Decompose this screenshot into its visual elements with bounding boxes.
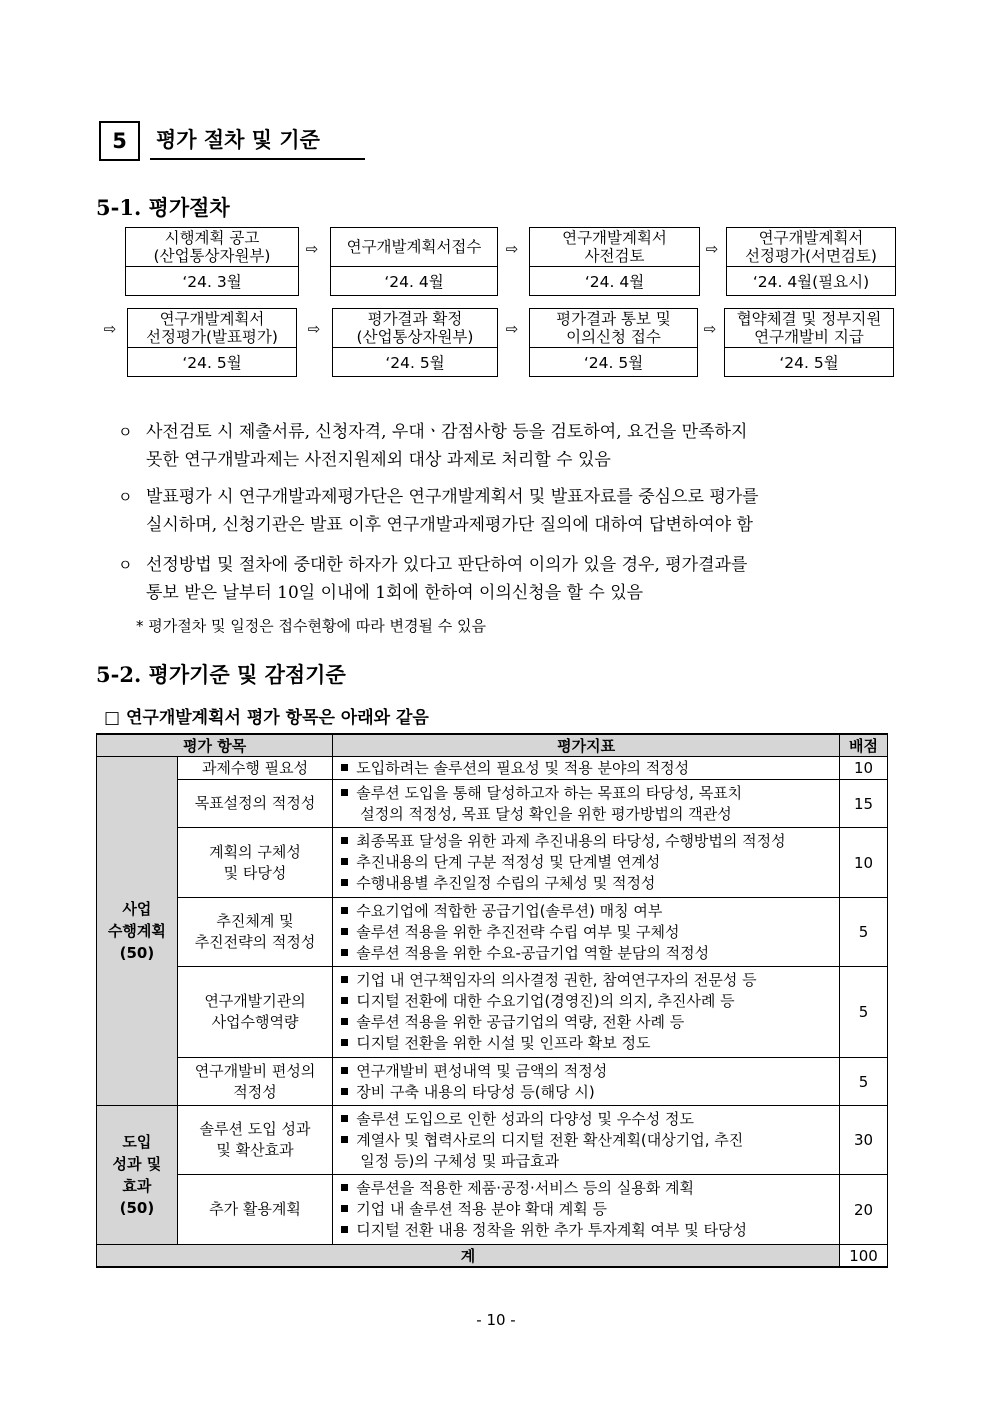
indicator-text: 디지털 전환에 대한 수요기업(경영진)의 의지, 추진사례 등 bbox=[356, 992, 735, 1010]
flow-step-line2: (산업통상자원부) bbox=[356, 328, 474, 346]
flow-step-date: ‘24. 5월 bbox=[583, 354, 644, 372]
score-cell: 5 bbox=[840, 1058, 888, 1106]
evaluation-table bbox=[96, 733, 888, 1268]
score-cell: 10 bbox=[840, 757, 888, 780]
item-name: 및 확산효과 bbox=[216, 1141, 294, 1159]
item-cell bbox=[177, 967, 332, 1058]
group-name-line: (50) bbox=[119, 944, 155, 962]
bullet-line: 실시하며, 신청기관은 발표 이후 연구개발과제평가단 질의에 대하여 답변하여야 함 bbox=[146, 515, 753, 535]
bullet-square-icon bbox=[341, 907, 348, 914]
bullet-paragraph bbox=[118, 418, 908, 474]
bullet-square-icon bbox=[341, 1115, 348, 1122]
flow-step bbox=[125, 227, 299, 296]
item-name: 사업수행역량 bbox=[211, 1013, 299, 1031]
item-cell bbox=[177, 1058, 332, 1106]
group-name-line: 효과 bbox=[122, 1177, 152, 1195]
flow-step bbox=[529, 308, 698, 377]
flow-step-line1: 연구개발계획서 bbox=[562, 229, 667, 247]
indicator-text: 솔루션을 적용한 제품·공정·서비스 등의 실용화 계획 bbox=[356, 1179, 694, 1197]
score-cell: 20 bbox=[840, 1175, 888, 1245]
indicator-text: 기업 내 솔루션 적용 분야 확대 계획 등 bbox=[356, 1200, 607, 1218]
flow-step bbox=[529, 227, 700, 296]
table-row bbox=[97, 967, 888, 1058]
item-name: 추진전략의 적정성 bbox=[194, 933, 316, 951]
total-label: 계 bbox=[97, 1245, 840, 1268]
flow-step-line2: 연구개발비 지급 bbox=[754, 328, 864, 346]
indicator-continuation: 일정 등)의 구체성 및 파급효과 bbox=[360, 1151, 560, 1170]
subsection-title-procedure: 5-1. 평가절차 bbox=[96, 195, 230, 220]
bullet-square-icon bbox=[341, 789, 348, 796]
indicator-cell bbox=[333, 1106, 840, 1175]
indicator-text: 계열사 및 협력사로의 디지털 전환 확산계획(대상기업, 추진 bbox=[356, 1130, 744, 1149]
score-cell: 10 bbox=[840, 828, 888, 898]
item-cell bbox=[177, 757, 332, 780]
flow-step-line1: 협약체결 및 정부지원 bbox=[736, 310, 882, 328]
item-cell bbox=[177, 1175, 332, 1245]
flow-step bbox=[127, 308, 297, 377]
bullet-square-icon bbox=[341, 1136, 348, 1143]
bullet-icon: ㅇ bbox=[118, 423, 133, 441]
indicator-text: 도입하려는 솔루션의 필요성 및 적용 분야의 적정성 bbox=[356, 758, 690, 777]
group-name-line: 성과 및 bbox=[112, 1155, 162, 1173]
bullet-square-icon bbox=[341, 976, 348, 983]
flow-arrow-icon: ⇨ bbox=[307, 320, 321, 338]
flow-step-date: ‘24. 5월 bbox=[385, 354, 445, 372]
table-row bbox=[97, 828, 888, 898]
flow-step-date: ‘24. 5월 bbox=[779, 354, 839, 372]
flow-step-line2: 선정평가(서면검토) bbox=[745, 247, 877, 265]
bullet-line: 못한 연구개발과제는 사전지원제외 대상 과제로 처리할 수 있음 bbox=[146, 450, 611, 470]
flow-step-date: ‘24. 3월 bbox=[182, 273, 242, 291]
indicator-cell bbox=[333, 898, 840, 967]
header-eval-item: 평가 항목 bbox=[97, 734, 333, 757]
indicator-text: 솔루션 적용을 위한 공급기업의 역량, 전환 사례 등 bbox=[356, 1013, 685, 1031]
item-name: 추진체계 및 bbox=[216, 912, 294, 930]
indicator-text: 추진내용의 단계 구분 적정성 및 단계별 연계성 bbox=[356, 853, 661, 871]
flow-step-date: ‘24. 4월(필요시) bbox=[752, 273, 870, 291]
table-row bbox=[97, 1175, 888, 1245]
flow-step-date: ‘24. 4월 bbox=[584, 273, 645, 291]
flow-arrow-icon: ⇨ bbox=[703, 320, 717, 338]
indicator-cell bbox=[333, 1058, 840, 1106]
flow-step bbox=[726, 227, 896, 296]
flow-step-line2: 선정평가(발표평가) bbox=[146, 328, 278, 346]
bullet-square-icon bbox=[341, 1205, 348, 1212]
section-number: 5 bbox=[99, 121, 140, 161]
item-name: 연구개발기관의 bbox=[204, 992, 306, 1010]
bullet-line: 발표평가 시 연구개발과제평가단은 연구개발계획서 및 발표자료를 중심으로 평가를 bbox=[146, 487, 759, 507]
header-score: 배점 bbox=[840, 734, 888, 757]
bullet-paragraph bbox=[118, 551, 908, 607]
item-name: 목표설정의 적정성 bbox=[194, 794, 316, 812]
group-name-line: 사업 bbox=[122, 900, 152, 918]
bullet-square-icon bbox=[341, 1226, 348, 1233]
bullet-square-icon bbox=[341, 1067, 348, 1074]
indicator-text: 수행내용별 추진일정 수립의 구체성 및 적정성 bbox=[356, 874, 656, 892]
item-cell bbox=[177, 1106, 332, 1175]
indicator-text: 솔루션 적용을 위한 추진전략 수립 여부 및 구체성 bbox=[356, 922, 680, 941]
group-cell bbox=[97, 757, 178, 1106]
indicator-cell bbox=[333, 967, 840, 1058]
group-cell bbox=[97, 1106, 178, 1245]
flow-step-date: ‘24. 5월 bbox=[182, 354, 242, 372]
indicator-text: 솔루션 도입으로 인한 성과의 다양성 및 우수성 정도 bbox=[356, 1109, 694, 1128]
item-name: 및 타당성 bbox=[223, 863, 287, 882]
indicator-text: 솔루션 도입을 통해 달성하고자 하는 목표의 타당성, 목표치 bbox=[356, 783, 743, 802]
indicator-text: 수요기업에 적합한 공급기업(솔루션) 매칭 여부 bbox=[356, 901, 663, 920]
flow-arrow-icon: ⇨ bbox=[103, 320, 117, 338]
flow-arrow-icon: ⇨ bbox=[505, 320, 519, 338]
flow-step bbox=[330, 227, 498, 296]
bullet-line: 통보 받은 날부터 10일 이내에 1회에 한하여 이의신청을 할 수 있음 bbox=[146, 583, 644, 603]
page-number: - 10 - bbox=[476, 1311, 516, 1329]
flow-step-line2: 이의신청 접수 bbox=[566, 328, 661, 346]
score-cell: 30 bbox=[840, 1106, 888, 1175]
group-name-line: 수행계획 bbox=[107, 922, 166, 940]
score-cell: 5 bbox=[840, 967, 888, 1058]
indicator-cell bbox=[333, 828, 840, 898]
bullet-square-icon bbox=[341, 764, 348, 771]
bullet-line: 사전검토 시 제출서류, 신청자격, 우대ㆍ감점사항 등을 검토하여, 요건을 만족하지 bbox=[146, 422, 748, 442]
flow-step-line1: 시행계획 공고 bbox=[164, 229, 260, 247]
item-name: 연구개발비 편성의 bbox=[194, 1061, 316, 1080]
subsection-title-criteria: 5-2. 평가기준 및 감점기준 bbox=[96, 662, 346, 687]
item-name: 추가 활용계획 bbox=[209, 1200, 301, 1218]
bullet-paragraph bbox=[118, 483, 908, 539]
flow-arrow-icon: ⇨ bbox=[505, 240, 519, 258]
table-caption: □ 연구개발계획서 평가 항목은 아래와 같음 bbox=[104, 708, 429, 728]
indicator-cell bbox=[333, 1175, 840, 1245]
bullet-square-icon bbox=[341, 1088, 348, 1095]
table-row bbox=[97, 757, 888, 780]
bullet-icon: ㅇ bbox=[118, 556, 133, 574]
group-name-line: 도입 bbox=[122, 1133, 152, 1151]
section-title: 평가 절차 및 기준 bbox=[150, 126, 365, 160]
footnote: * 평가절차 및 일정은 접수현황에 따라 변경될 수 있음 bbox=[136, 617, 486, 635]
bullet-square-icon bbox=[341, 837, 348, 844]
flow-step-line1: 평가결과 확정 bbox=[367, 310, 463, 328]
item-cell bbox=[177, 898, 332, 967]
table-row bbox=[97, 898, 888, 967]
table-row-total bbox=[97, 1245, 888, 1268]
flow-step bbox=[332, 308, 498, 377]
indicator-continuation: 설정의 적정성, 목표 달성 확인을 위한 평가방법의 객관성 bbox=[360, 804, 732, 823]
bullet-square-icon bbox=[341, 1039, 348, 1046]
score-cell: 5 bbox=[840, 898, 888, 967]
item-cell bbox=[177, 828, 332, 898]
item-name: 계획의 구체성 bbox=[209, 842, 301, 861]
bullet-line: 선정방법 및 절차에 중대한 하자가 있다고 판단하여 이의가 있을 경우, 평가결과를 bbox=[146, 555, 748, 575]
item-name: 과제수행 필요성 bbox=[201, 758, 309, 777]
score-cell: 15 bbox=[840, 780, 888, 828]
header-indicator: 평가지표 bbox=[333, 734, 840, 757]
bullet-icon: ㅇ bbox=[118, 488, 133, 506]
table-row bbox=[97, 780, 888, 828]
indicator-text: 장비 구축 내용의 타당성 등(해당 시) bbox=[356, 1082, 595, 1101]
flow-step-line1: 연구개발계획서접수 bbox=[346, 238, 482, 256]
bullet-square-icon bbox=[341, 1184, 348, 1191]
bullet-square-icon bbox=[341, 1018, 348, 1025]
flow-arrow-icon: ⇨ bbox=[305, 240, 319, 258]
indicator-cell bbox=[333, 780, 840, 828]
flow-step-line1: 연구개발계획서 bbox=[758, 229, 864, 247]
bullet-square-icon bbox=[341, 879, 348, 886]
item-cell bbox=[177, 780, 332, 828]
indicator-text: 최종목표 달성을 위한 과제 추진내용의 타당성, 수행방법의 적정성 bbox=[356, 832, 786, 850]
table-row bbox=[97, 1106, 888, 1175]
indicator-text: 기업 내 연구책임자의 의사결정 권한, 참여연구자의 전문성 등 bbox=[356, 971, 757, 989]
total-score: 100 bbox=[840, 1245, 888, 1268]
flow-step-line1: 평가결과 통보 및 bbox=[556, 310, 671, 328]
indicator-text: 연구개발비 편성내역 및 금액의 적정성 bbox=[356, 1061, 608, 1080]
group-name-line: (50) bbox=[119, 1199, 155, 1217]
item-name: 적정성 bbox=[233, 1082, 277, 1101]
flow-arrow-icon: ⇨ bbox=[705, 240, 719, 258]
bullet-square-icon bbox=[341, 928, 348, 935]
flow-step-line1: 연구개발계획서 bbox=[159, 310, 265, 328]
flow-step-date: ‘24. 4월 bbox=[384, 273, 444, 291]
flow-step-line2: 사전검토 bbox=[584, 247, 645, 265]
item-name: 솔루션 도입 성과 bbox=[199, 1120, 311, 1138]
indicator-text: 디지털 전환 내용 정착을 위한 추가 투자계획 여부 및 타당성 bbox=[356, 1221, 747, 1239]
bullet-square-icon bbox=[341, 949, 348, 956]
flow-step bbox=[724, 308, 894, 377]
indicator-cell bbox=[333, 757, 840, 780]
bullet-square-icon bbox=[341, 858, 348, 865]
indicator-text: 디지털 전환을 위한 시설 및 인프라 확보 정도 bbox=[356, 1034, 651, 1052]
flow-step-line2: (산업통상자원부) bbox=[153, 247, 271, 265]
bullet-square-icon bbox=[341, 997, 348, 1004]
indicator-text: 솔루션 적용을 위한 수요-공급기업 역할 분담의 적정성 bbox=[356, 943, 710, 962]
table-row bbox=[97, 1058, 888, 1106]
